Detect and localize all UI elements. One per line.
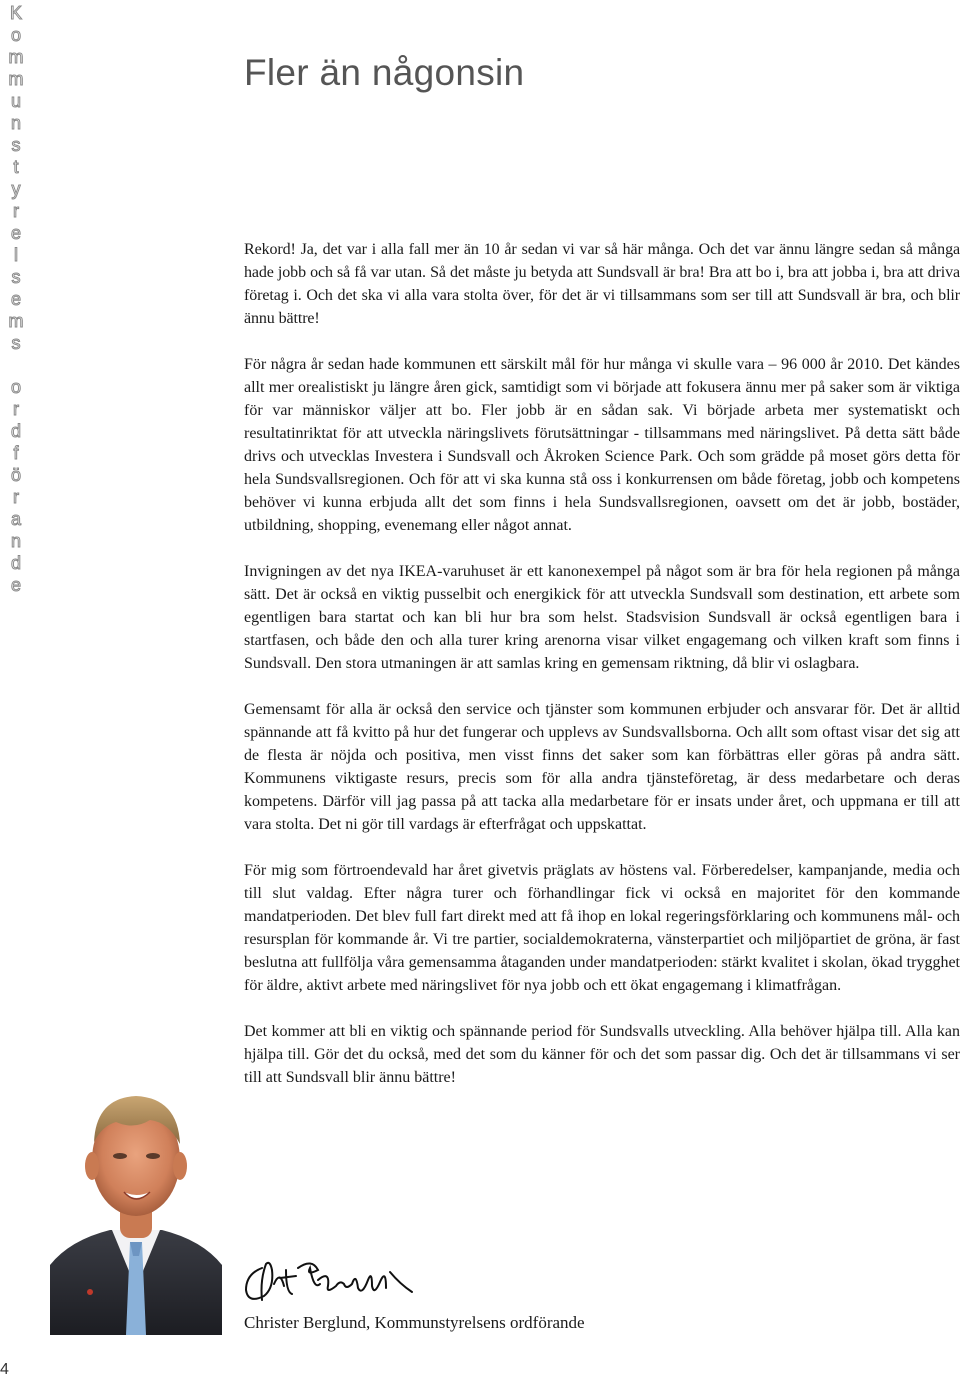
vertical-title-letter: e xyxy=(10,575,21,595)
vertical-title-letter: ö xyxy=(10,465,21,485)
vertical-title-letter: e xyxy=(10,289,21,309)
vertical-title-letter: d xyxy=(10,553,21,573)
body-paragraph: För mig som förtroendevald har året givetvis präglats av höstens val. Förberedelser, kampanjande, media och till slut valdag. Efter några turer och förhandlingar fick vi också en majoritet för den kommande mandatperioden. Det blev full fart direkt med att få ihop en lokal regeringsförklaring och kommunens mål- och resursplan för kommande år. Vi tre partier, socialdemokraterna, vänsterpartiet och miljöpartiet de gröna, är fast beslutna att fullfölja våra gemensamma åtaganden under mandatperioden: stärkt kvalitet i skolan, ökad trygghet för äldre, aktivt arbete med näringslivet för nya jobb och ett ökat engagemang i klimatfrågan. xyxy=(244,862,960,994)
body-paragraph: För några år sedan hade kommunen ett särskilt mål för hur många vi skulle vara – 96 000 år 2010. Det kändes allt mer orealistiskt ju längre åren gick, samtidigt som vi började att fokusera ännu mer på saker som är viktiga för var människor väljer att bo. Fler jobb är en sådan sak. Vi började arbeta mer systematiskt och resultatinriktat för att utveckla näringslivets förutsättningar - tillsammans med näringslivet. På detta sätt både drivs och utvecklas Investera i Sundsvall och Åkroken Science Park. Och som grädde på moset görs detta för hela Sundsvallsregionen. Och för att vi ska kunna stå oss i konkurrensen om både företag, jobb och kompetens behöver vi kunna erbjuda allt det som finns i hela Sundsvallsregionen, oavsett om det är jobb, bostäder, utbildning, shopping, evenemang eller något annat. xyxy=(244,356,960,534)
vertical-title-letter: m xyxy=(8,69,24,89)
vertical-title-letter: K xyxy=(9,3,22,23)
vertical-title-letter: s xyxy=(11,267,21,287)
portrait-photo xyxy=(50,1060,222,1335)
vertical-title-letter: a xyxy=(10,509,21,529)
body-paragraph: Invigningen av det nya IKEA-varuhuset är ett kanonexempel på något som är bra för hela regionen på många sätt. Det är också en viktig pusselbit och energikick för att utveckla Sundsvall som destination, ett arbete som egentligen bara startat och kan bli hur bra som helst. Stadsvision Sundsvall är också egentligen bara i startfasen, och både den och alla turer kring arenorna visar vilket engagemang och vilken kraft som finns i Sundsvall. Den stora utmaningen är att samlas kring en gemensam riktning, då blir vi oslagbara. xyxy=(244,563,960,672)
vertical-title-letter: m xyxy=(8,311,24,331)
vertical-title-letter: u xyxy=(10,91,21,111)
page-number: 4 xyxy=(0,1361,9,1378)
vertical-title-letter: n xyxy=(10,531,21,551)
vertical-title-letter: s xyxy=(11,333,21,353)
article-body xyxy=(244,238,960,1112)
vertical-title-letter: r xyxy=(13,487,19,507)
vertical-title-letter: n xyxy=(10,113,21,133)
vertical-title-letter: r xyxy=(13,399,19,419)
portrait-image xyxy=(50,1060,222,1335)
vertical-section-title xyxy=(6,2,26,596)
vertical-title-letter: l xyxy=(14,245,18,265)
vertical-title-letter: t xyxy=(13,157,19,177)
body-paragraph: Gemensamt för alla är också den service och tjänster som kommunen erbjuder och ansvarar för. Det är alltid spännande att få kvitto på hur det fungerar och upplevs av Sundsvallsborna. Och allt som oftast visar det sig att de flesta är nöjda och positiva, men visst finns det saker som kan förbättras eller göras på andra sätt. Kommunens viktigaste resurs, precis som för alla andra tjänsteföretag, är dess medarbetare och deras kompetens. Därför vill jag passa på att tacka alla medarbetare för er insats under året, och uppmana er till att vara stolta. Det ni gör till vardags är efterfrågat och uppskattat. xyxy=(244,701,960,833)
vertical-title-letter: f xyxy=(13,443,19,463)
vertical-title-letter: s xyxy=(11,135,21,155)
signature-caption: Christer Berglund, Kommunstyrelsens ordförande xyxy=(244,1313,585,1332)
vertical-title-gap xyxy=(6,354,26,376)
vertical-title-letter: e xyxy=(10,223,21,243)
vertical-title-letter: o xyxy=(10,25,21,45)
page-title: Fler än någonsin xyxy=(244,52,525,93)
vertical-title-letter: y xyxy=(11,179,21,199)
vertical-title-letter: d xyxy=(10,421,21,441)
vertical-title-letter: o xyxy=(10,377,21,397)
intro-paragraph: Rekord! Ja, det var i alla fall mer än 10 år sedan vi var så här många. Och det var ännu längre sedan så många hade jobb och så få var utan. Så det måste ju betyda att Sundsvall är bra! Bra att bo i, bra att jobba i, bra att driva företag i. Och det ska vi alla vara stolta över, för det är vi tillsammans som ser till att Sundsvall är bra, och blir ännu bättre! xyxy=(244,241,960,327)
body-paragraph: Det kommer att bli en viktig och spännande period för Sundsvalls utveckling. Alla behöver hjälpa till. Alla kan hjälpa till. Gör det du också, med det som du känner för och det som passar dig. Och det är tillsammans vi ser till att Sundsvall blir ännu bättre! xyxy=(244,1023,960,1086)
vertical-title-letter: m xyxy=(8,47,24,67)
signature-image xyxy=(240,1240,420,1310)
vertical-title-letter: r xyxy=(13,201,19,221)
